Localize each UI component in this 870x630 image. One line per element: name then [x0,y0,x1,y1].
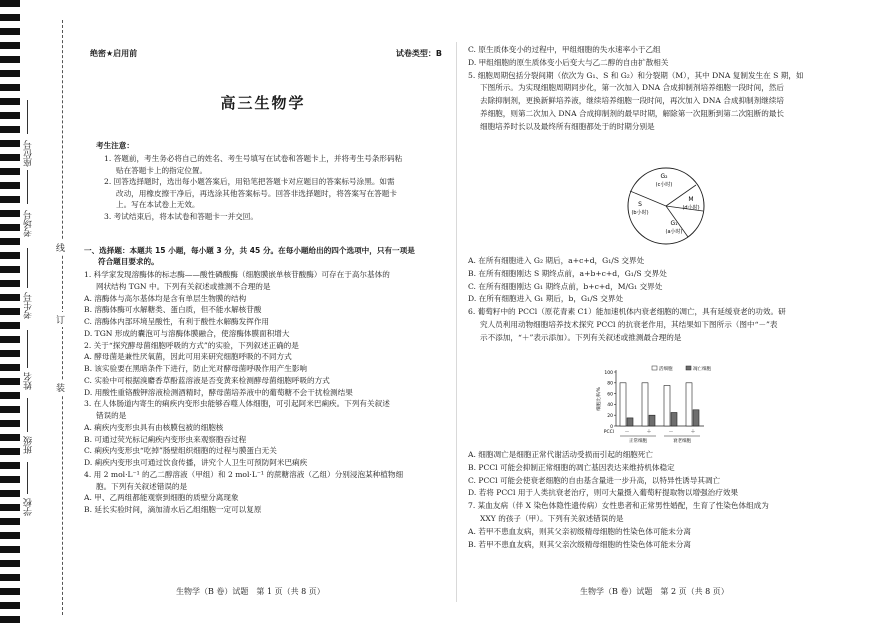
cut-label-bind: 装 [56,380,65,395]
text-line: A. 甲、乙两组都能观察到细胞的质壁分离现象 [84,493,239,503]
footer-right: 生物学（B 卷）试题 第 2 页（共 8 页） [580,587,729,596]
text-line: 养细胞，则第二次加入 DNA 合成抑制剂的最早时期，解除第一次阻断到第二次阻断的最长 [480,109,785,118]
text-line: C. 痢疾内变形虫“吃掉”肠壁组织细胞的过程与膜蛋白无关 [84,446,277,456]
text-line: 1. 答题前，考生务必将自己的姓名、考生号填写在试卷和答题卡上，并将考生号条形码粘 [104,154,403,163]
legend-label: 凋亡细胞 [693,367,711,372]
text-line: C. 在所有细胞刚达 G₁ 期终点前，b+c+d，M/G₁ 交界处 [468,281,663,291]
text-line: D. 若将 PCCl 用于人类抗衰老治疗，则可大量摄入葡萄籽提取物以增强治疗效果 [468,488,739,498]
cycle-g2-len: (c小时) [655,182,673,188]
text-line: 2. 关于“探究酵母菌细胞呼吸的方式”的实验，下列叙述正确的是 [84,340,299,350]
text-line: D. 痢疾内变形虫可通过饮食传播，讲究个人卫生可预防阿米巴痢疾 [84,458,308,467]
footer-left: 生物学（B 卷）试题 第 1 页（共 8 页） [176,587,325,596]
text-line: 2. 回答选择题时，选出每小题答案后，用铅笔把答题卡对应题目的答案标号涂黑。如需 [104,177,395,187]
exam-no-label: 考场号 [24,210,34,237]
group-label: 正常细胞 [629,439,647,444]
class-line [27,398,28,432]
binding-stripes [0,0,78,630]
text-line: 下图所示。为实现细胞周期同步化，第一次加入 DNA 合成抑制剂培养细胞一段时间，然后 [480,83,785,93]
exam-title: 高三生物学 [220,94,306,112]
text-line: 6. 葡萄籽中的 PCCl（原花青素 C1）能加速机体内衰老细胞的凋亡，具有延缓衰老的功效。研 [468,307,786,317]
text-line: 胞。下列有关叙述错误的是 [96,481,188,491]
name-label: 姓名 [24,372,34,390]
text-line: 4. 用 2 mol·L⁻¹ 的乙二醇溶液（甲组）和 2 mol·L⁻¹ 的蔗糖溶液（乙组）分别浸泡某种植物细 [84,469,404,479]
text-line: A. 痢疾内变形虫具有由核膜包被的细胞核 [84,422,224,432]
text-line: 错误的是 [96,411,127,420]
text-line: A. 在所有细胞进入 G₂ 期后，a+c+d，G₁/S 交界处 [468,256,645,265]
bar-apoptotic [627,418,633,426]
text-line: B. PCCl 可能会抑制正常细胞的凋亡基因表达来维持机体稳定 [468,462,675,472]
bar-alive [620,383,626,426]
text-line: D. 甲组细胞的原生质体变小后变大与乙二醇的自由扩散相关 [468,57,669,67]
student-no-label: 考生号 [24,292,34,319]
text-line: A. 溶酶体与高尔基体均是含有单层生物膜的结构 [84,293,247,303]
text-line: 7. 某血友病（伴 X 染色体隐性遗传病）女性患者和正常男性婚配，生育了性染色体组成为 [468,501,769,511]
text-line: 3. 考试结束后，将本试卷和答题卡一并交回。 [104,212,258,221]
text-line: B. 在所有细胞刚达 S 期终点前，a+b+c+d，G₁/S 交界处 [468,268,667,278]
category-label: － [624,429,630,435]
text-line: B. 该实验要在黑暗条件下进行，防止光对酵母菌呼吸作用产生影响 [84,364,308,373]
seat-label: 座位号 [24,140,34,167]
text-line: XXY 的孩子（甲）。下列有关叙述错误的是 [480,514,624,523]
student-no-line [27,248,28,288]
bar-apoptotic [693,410,699,426]
text-line: B. 若甲不患血友病，则其父亲次级精母细胞的性染色体可能未分离 [468,539,692,549]
section-heading-cont: 符合题目要求的。 [98,257,159,266]
school-line [27,462,28,494]
text-line: B. 延长实验时间，滴加清水后乙组细胞一定可以复原 [84,505,262,514]
text-line: 示不添加，“＋”表示添加）。下列有关叙述或推测最合理的是 [480,332,682,342]
legend-swatch [652,366,657,370]
text-line: 细胞培养时长以及最终所有细胞都处于的时期分别是 [480,121,655,131]
y-tick-label: 0 [610,424,613,430]
bar-apoptotic [649,415,655,426]
cycle-s: S [638,201,642,208]
bar-apoptotic [671,413,677,427]
category-label: ＋ [646,429,652,435]
text-line: C. 实验中可根据溴麝香草酚蓝溶液是否变黄来检测酵母菌细胞呼吸的方式 [84,375,330,385]
y-tick-label: 100 [604,370,613,376]
text-line: C. 溶酶体内部环境呈酸性，有利于酸性水解酶发挥作用 [84,317,270,326]
cell-cycle-diagram [616,163,716,249]
text-line: D. 用酸性重铬酸钾溶液检测酒精时，酵母菌培养液中的葡萄糖不会干扰检测结果 [84,387,353,397]
school-label: 学校 [24,498,34,516]
x-axis-label: PCCl [603,430,614,435]
column-divider [456,42,457,602]
legend-swatch [686,366,691,370]
text-line: 究人员利用动物细胞培养技术探究 PCCl 的抗衰老作用，其结果如下图所示（图中“－”表 [480,320,778,329]
text-line: 网状结构 TGN 中。下列有关叙述或推测不合理的是 [96,281,271,291]
pccl-bar-chart [586,362,746,444]
bar-alive [664,386,670,427]
cycle-g1: G₁ [670,220,678,227]
text-line: 去除抑制剂，更换新鲜培养液，继续培养细胞一段时间，再次加入 DNA 合成抑制剂继续培 [480,96,785,106]
secret-label: 绝密★启用前 [90,49,138,58]
text-line: C. 原生质体变小的过程中，甲组细胞的失水速率小于乙组 [468,45,661,54]
text-line: A. 若甲不患血友病，则其父亲初级精母细胞的性染色体可能未分离 [468,526,691,536]
category-label: ＋ [690,429,696,435]
text-line: 5. 细胞周期包括分裂间期（依次为 G₁、S 和 G₂）和分裂期（M），其中 DNA 复制发生在 S 期，如 [468,70,804,80]
seat-line [27,100,28,134]
bar-alive [686,383,692,426]
y-tick-label: 40 [607,403,613,409]
paper-type: 试卷类型：B [395,49,442,58]
y-axis-label: 细胞比率/% [597,387,602,411]
notes-heading: 考生注意： [96,141,134,150]
cycle-m: M [688,196,694,203]
cycle-g2: G₂ [660,173,668,180]
text-line: D. TGN 形成的囊泡可与溶酶体膜融合，使溶酶体膜面积增大 [84,328,290,338]
section-heading: 一、选择题：本题共 15 小题，每小题 3 分，共 45 分。在每小题给出的四个选项中，只有一项是 [84,246,415,255]
cycle-s-len: (b小时) [631,210,649,216]
cut-label-line: 线 [56,240,65,255]
bar-alive [642,383,648,426]
y-tick-label: 20 [607,414,613,419]
cycle-g1-len: (a小时) [665,229,683,235]
text-line: B. 可通过荧光标记痢疾内变形虫来观察胞吞过程 [84,434,247,444]
text-line: 贴在答题卡上的指定位置。 [116,165,208,175]
text-line: D. 在所有细胞进入 G₁ 期后，b，G₁/S 交界处 [468,294,624,304]
text-line: A. 酵母菌是兼性厌氧菌，因此可用来研究细胞呼吸的不同方式 [84,352,292,362]
text-line: 3. 在人体肠道内寄生的痢疾内变形虫能够吞噬人体细胞，可引起阿米巴痢疾。下列有关叙述 [84,399,390,409]
y-tick-label: 60 [607,392,613,398]
category-label: － [668,429,674,435]
name-line [27,330,28,368]
text-line: C. PCCl 可能会使衰老细胞的自由基含量进一步升高，以特异性诱导其凋亡 [468,475,721,485]
text-line: 改动，用橡皮擦干净后，再选涂其他答案标号。回答非选择题时，将答案写在答题卡 [116,188,397,198]
exam-no-line [27,170,28,204]
class-label: 班级 [24,436,34,454]
cycle-m-len: (d小时) [682,205,700,211]
text-line: B. 溶酶体酶可水解糖类、蛋白质，但不能水解核苷酸 [84,305,262,315]
cut-label-order: 订 [56,312,65,327]
text-line: A. 细胞凋亡是细胞正常代谢活动受损而引起的细胞死亡 [468,450,653,459]
text-line: 上。写在本试卷上无效。 [116,200,200,210]
y-tick-label: 80 [607,381,613,387]
legend-label: 活细胞 [659,367,673,372]
text-line: 1. 科学家发现溶酶体的标志酶——酸性磷酸酶（细胞膜嵌单核苷酸酶）可存在于高尔基体的 [84,270,390,279]
group-label: 衰老细胞 [673,439,691,444]
